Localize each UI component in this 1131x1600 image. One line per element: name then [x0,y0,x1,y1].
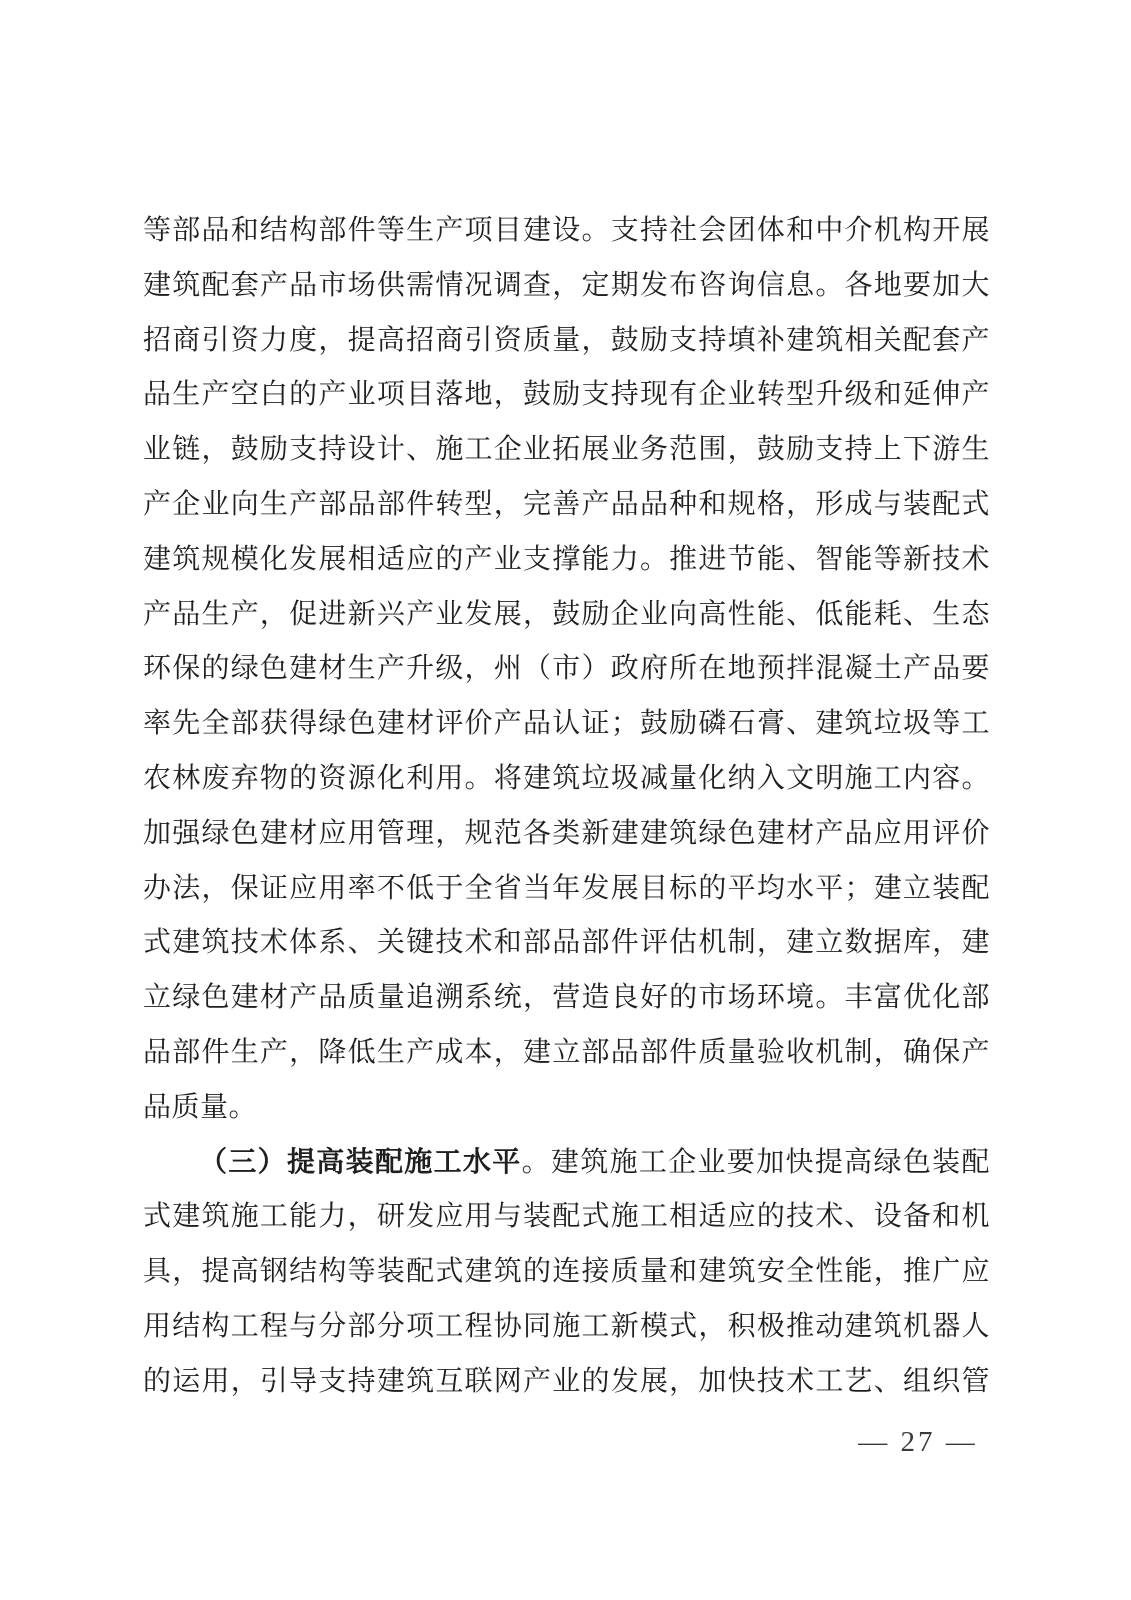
text-line: 建筑配套产品市场供需情况调查，定期发布咨询信息。各地要加大 [143,269,990,301]
document-body [143,204,990,1410]
text-line: 的运用，引导支持建筑互联网产业的发展，加快技术工艺、组织管 [143,1365,990,1397]
text-line: 农林废弃物的资源化利用。将建筑垃圾减量化纳入文明施工内容。 [143,762,990,794]
text-line: 产品生产，促进新兴产业发展，鼓励企业向高性能、低能耗、生态 [143,598,990,630]
text-line: 等部品和结构部件等生产项目建设。支持社会团体和中介机构开展 [143,215,990,246]
section-heading-bold: （三）提高装配施工水平 [199,1146,522,1178]
section-heading-line: （三）提高装配施工水平。建筑施工企业要加快提高绿色装配 [199,1146,990,1178]
text-line: 品生产空白的产业项目落地，鼓励支持现有企业转型升级和延伸产 [143,379,990,411]
text-line: 率先全部获得绿色建材评价产品认证；鼓励磷石膏、建筑垃圾等工 [143,708,990,740]
text-line: 加强绿色建材应用管理，规范各类新建建筑绿色建材产品应用评价 [143,817,990,849]
text-line: 式建筑技术体系、关键技术和部品部件评估机制，建立数据库，建 [143,927,990,959]
text-line: 业链，鼓励支持设计、施工企业拓展业务范围，鼓励支持上下游生 [143,434,990,466]
text-line: 产企业向生产部品部件转型，完善产品品种和规格，形成与装配式 [143,488,990,520]
text-line: 立绿色建材产品质量追溯系统，营造良好的市场环境。丰富优化部 [143,982,990,1014]
text-line: 品质量。 [143,1091,258,1123]
page-number: — 27 — [858,1426,978,1458]
text-line: 式建筑施工能力，研发应用与装配式施工相适应的技术、设备和机 [143,1201,990,1233]
text-line: 环保的绿色建材生产升级，州（市）政府所在地预拌混凝土产品要 [143,653,990,685]
text-line: 具，提高钢结构等装配式建筑的连接质量和建筑安全性能，推广应 [143,1256,990,1288]
text-line: 品部件生产，降低生产成本，建立部品部件质量验收机制，确保产 [143,1036,990,1068]
text-line: 建筑规模化发展相适应的产业支撑能力。推进节能、智能等新技术 [143,543,990,575]
text-line: 用结构工程与分部分项工程协同施工新模式，积极推动建筑机器人 [143,1310,990,1342]
text-line: 招商引资力度，提高招商引资质量，鼓励支持填补建筑相关配套产 [143,324,990,356]
text-line: 办法，保证应用率不低于全省当年发展目标的平均水平；建立装配 [143,872,990,904]
